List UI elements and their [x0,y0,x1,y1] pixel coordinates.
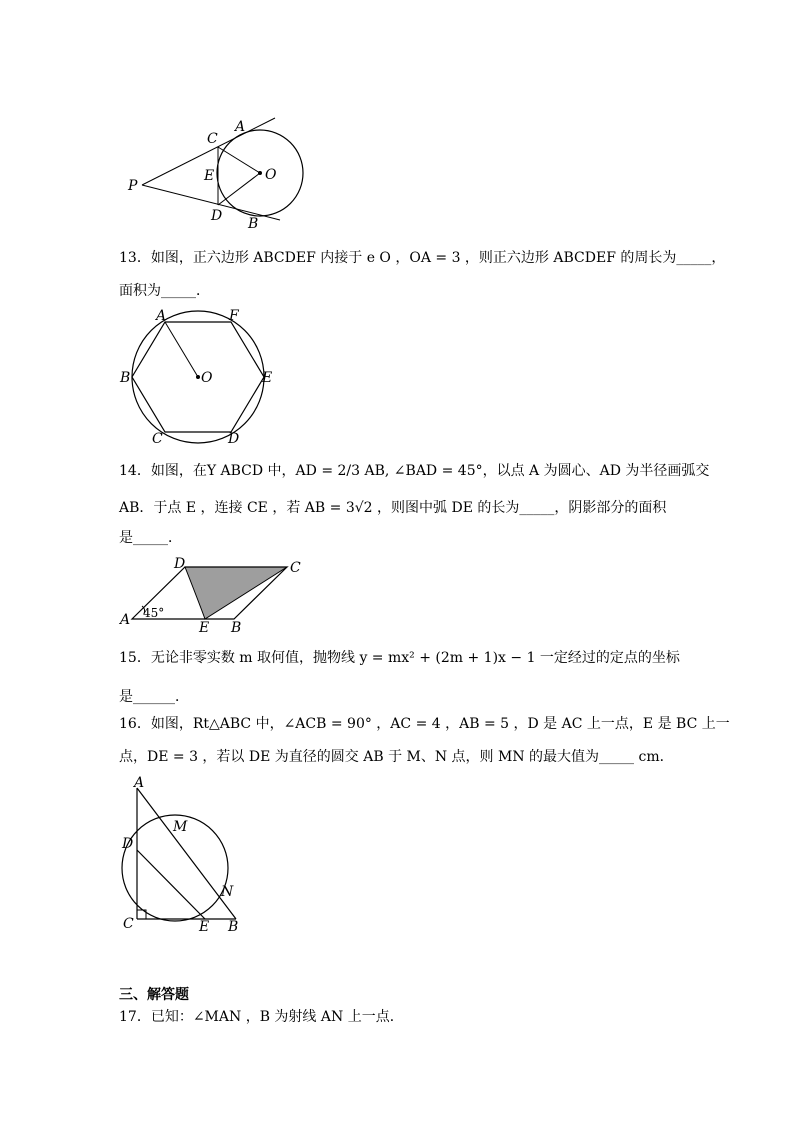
label-D: D [211,208,223,224]
label-D: D [228,431,240,447]
question-15-line-2: 是______． [119,689,189,705]
question-15-line-1: 15．无论非零实数 m 取何值，抛物线 y = mx² + (2m + 1)x − 1 一定经过的定点的坐标 [119,650,680,666]
question-16-line-2: 点，DE = 3 ，若以 DE 为直径的圆交 AB 于 M、N 点，则 MN 的最大值为_____ cm． [119,749,674,765]
label-E: E [204,168,215,184]
label-P: P [128,178,138,194]
angle-label: 45° [143,606,165,620]
question-13-line-1: 13．如图，正六边形 ABCDEF 内接于 e O ，OA = 3 ，则正六边形 ABCDEF 的周长为_____， [119,250,726,266]
label-B: B [231,620,242,636]
label-B: B [248,216,259,232]
label-C: C [152,431,163,447]
label-C: C [290,560,301,576]
figure-right-triangle [118,772,250,934]
label-E: E [199,620,210,636]
question-17-line-1: 17．已知：∠MAN ，B 为射线 AN 上一点． [119,1009,404,1025]
label-A: A [120,612,131,628]
label-O: O [201,370,213,386]
label-A: A [156,308,167,324]
label-A: A [235,119,246,135]
question-14-line-2: AB．于点 E ，连接 CE ，若 AB = 3√2 ，则图中弧 DE 的长为_____，阴影部分的面积 [119,500,667,516]
label-D: D [122,836,134,852]
label-C: C [207,131,218,147]
label-E: E [199,919,210,935]
question-13-line-2: 面积为_____． [119,283,210,299]
label-B: B [228,919,239,935]
question-16-line-1: 16．如图，Rt△ABC 中，∠ACB = 90° ，AC = 4 ，AB = 5 ，D 是 AC 上一点，E 是 BC 上一 [119,716,730,732]
label-F: F [229,308,239,324]
section-heading: 三、解答题 [119,987,189,1003]
question-14-line-3: 是_____． [119,530,182,546]
label-N: N [221,884,234,900]
label-E: E [262,370,273,386]
figure-hexagon [118,306,280,448]
label-B: B [120,370,131,386]
figure-tangent-circle [120,112,310,234]
label-M: M [173,819,188,835]
question-14-line-1: 14．如图，在Y ABCD 中，AD = 2/3 AB, ∠BAD = 45°，以点 A 为圆心、AD 为半径画弧交 [119,463,710,479]
label-D: D [174,556,186,572]
figure-parallelogram [118,556,310,636]
label-C: C [123,916,134,932]
label-A: A [134,775,145,791]
label-O: O [265,167,277,183]
